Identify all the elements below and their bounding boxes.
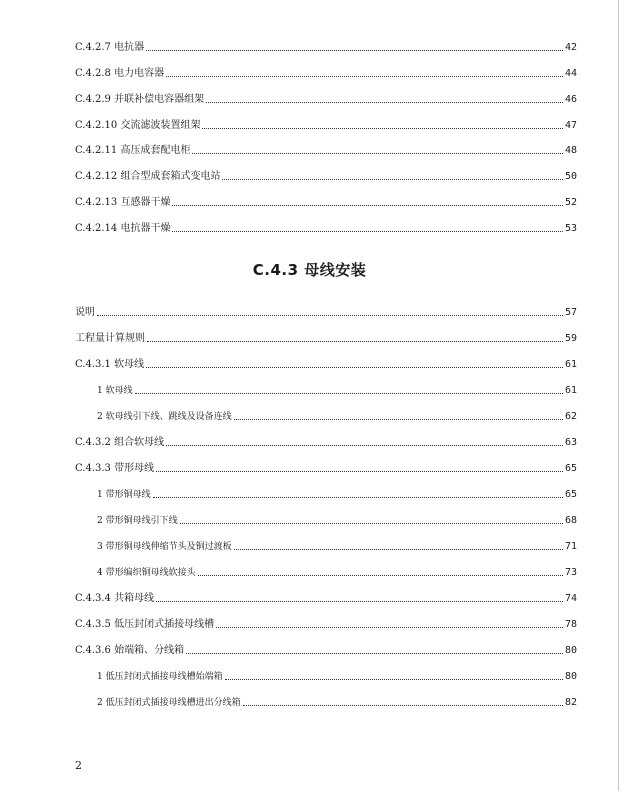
toc-entry-page: 63 xyxy=(564,437,577,448)
toc-entry-label: C.4.2.7 电抗器 xyxy=(75,42,145,53)
toc-entry-label: C.4.2.14 电抗器干燥 xyxy=(75,223,171,234)
toc-entry-label: C.4.2.8 电力电容器 xyxy=(75,68,165,79)
toc-entry-label: 1 带形铜母线 xyxy=(97,490,151,500)
toc-entry[interactable] xyxy=(75,355,577,371)
toc-entry-label: 2 带形铜母线引下线 xyxy=(97,516,178,526)
toc-entry-page: 50 xyxy=(564,171,577,182)
toc-entry-page: 80 xyxy=(564,671,577,682)
toc-entry[interactable] xyxy=(75,167,577,183)
toc-entry[interactable] xyxy=(75,303,577,319)
toc-dot-leader xyxy=(234,548,563,550)
toc-entry[interactable] xyxy=(75,329,577,345)
toc-entry-label: 1 软母线 xyxy=(97,386,133,396)
toc-entry-label: C.4.3.3 带形母线 xyxy=(75,463,155,474)
toc-entry[interactable] xyxy=(75,116,577,132)
toc-dot-leader xyxy=(172,230,562,232)
toc-entry-page: 74 xyxy=(564,593,577,604)
toc-entry-page: 61 xyxy=(564,359,577,370)
toc-dot-leader xyxy=(97,314,563,316)
toc-entry-label: 2 软母线引下线、跳线及设备连线 xyxy=(97,412,232,422)
toc-entry-label: C.4.3.5 低压封闭式插接母线槽 xyxy=(75,619,215,630)
toc-entry-page: 80 xyxy=(564,645,577,656)
toc-dot-leader xyxy=(166,75,563,77)
toc-dot-leader xyxy=(202,127,562,129)
toc-entry-page: 71 xyxy=(564,541,577,552)
toc-dot-leader xyxy=(198,574,563,576)
toc-entry-page: 53 xyxy=(564,223,577,234)
toc-entry[interactable] xyxy=(75,433,577,449)
toc-entry-label: C.4.2.13 互感器干燥 xyxy=(75,197,171,208)
toc-dot-leader xyxy=(135,392,563,394)
toc-entry[interactable] xyxy=(75,459,577,475)
toc-entry-page: 44 xyxy=(564,68,577,79)
toc-entry-page: 47 xyxy=(564,120,577,131)
toc-entry-label: C.4.3.1 软母线 xyxy=(75,359,145,370)
toc-subentry[interactable] xyxy=(97,667,577,683)
toc-entry[interactable] xyxy=(75,141,577,157)
toc-subentry[interactable] xyxy=(97,381,577,397)
toc-entry-label: C.4.2.12 组合型成套箱式变电站 xyxy=(75,171,221,182)
toc-subentry[interactable] xyxy=(97,537,577,553)
toc-subentry[interactable] xyxy=(97,563,577,579)
toc-dot-leader xyxy=(186,652,563,654)
toc-dot-leader xyxy=(156,470,563,472)
toc-entry-label: C.4.2.11 高压成套配电柜 xyxy=(75,145,191,156)
toc-dot-leader xyxy=(243,704,563,706)
toc-entry[interactable] xyxy=(75,615,577,631)
toc-dot-leader xyxy=(192,152,562,154)
toc-entry[interactable] xyxy=(75,90,577,106)
toc-dot-leader xyxy=(156,600,563,602)
toc-entry[interactable] xyxy=(75,219,577,235)
toc-subentry[interactable] xyxy=(97,693,577,709)
toc-subentry[interactable] xyxy=(97,407,577,423)
toc-entry-page: 46 xyxy=(564,94,577,105)
toc-entry-page: 82 xyxy=(564,697,577,708)
toc-dot-leader xyxy=(147,340,563,342)
toc-entry-label: C.4.2.10 交流滤波装置组架 xyxy=(75,120,201,131)
toc-dot-leader xyxy=(153,496,563,498)
toc-entry-label: C.4.3.4 共箱母线 xyxy=(75,593,155,604)
toc-entry-page: 65 xyxy=(564,463,577,474)
toc-dot-leader xyxy=(234,418,563,420)
toc-entry-page: 52 xyxy=(564,197,577,208)
toc-entry[interactable] xyxy=(75,589,577,605)
toc-entry-page: 65 xyxy=(564,489,577,500)
toc-entry[interactable] xyxy=(75,64,577,80)
toc-dot-leader xyxy=(216,626,563,628)
toc-entry-page: 78 xyxy=(564,619,577,630)
toc-dot-leader xyxy=(166,444,563,446)
toc-entry-label: 说明 xyxy=(75,307,95,318)
section-heading: C.4.3 母线安装 xyxy=(252,261,367,279)
toc-subentry[interactable] xyxy=(97,511,577,527)
toc-entry-page: 59 xyxy=(564,333,577,344)
toc-entry-page: 57 xyxy=(564,307,577,318)
toc-entry-page: 68 xyxy=(564,515,577,526)
toc-entry-label: C.4.3.6 始端箱、分线箱 xyxy=(75,645,185,656)
toc-dot-leader xyxy=(172,204,562,206)
toc-entry-label: C.4.2.9 并联补偿电容器组架 xyxy=(75,94,205,105)
toc-dot-leader xyxy=(146,366,563,368)
toc-entry-page: 62 xyxy=(564,411,577,422)
toc-entry[interactable] xyxy=(75,193,577,209)
toc-entry-page: 42 xyxy=(564,42,577,53)
toc-subentry[interactable] xyxy=(97,485,577,501)
toc-entry-label: 2 低压封闭式插接母线槽进出分线箱 xyxy=(97,698,241,708)
toc-entry-label: 工程量计算规则 xyxy=(75,333,145,344)
toc-entry-label: 4 带形编织铜母线软接头 xyxy=(97,568,196,578)
toc-dot-leader xyxy=(206,101,563,103)
toc-entry-page: 73 xyxy=(564,567,577,578)
toc-dot-leader xyxy=(225,678,563,680)
toc-entry-page: 61 xyxy=(564,385,577,396)
toc-entry-label: C.4.3.2 组合软母线 xyxy=(75,437,165,448)
toc-entry-page: 48 xyxy=(564,145,577,156)
toc-dot-leader xyxy=(180,522,563,524)
toc-entry-label: 3 带形铜母线伸缩节头及铜过渡板 xyxy=(97,542,232,552)
toc-dot-leader xyxy=(146,49,563,51)
toc-entry-label: 1 低压封闭式插接母线槽始端箱 xyxy=(97,672,223,682)
footer-page-number: 2 xyxy=(75,759,82,772)
toc-entry[interactable] xyxy=(75,38,577,54)
toc-entry[interactable] xyxy=(75,641,577,657)
toc-dot-leader xyxy=(222,178,562,180)
